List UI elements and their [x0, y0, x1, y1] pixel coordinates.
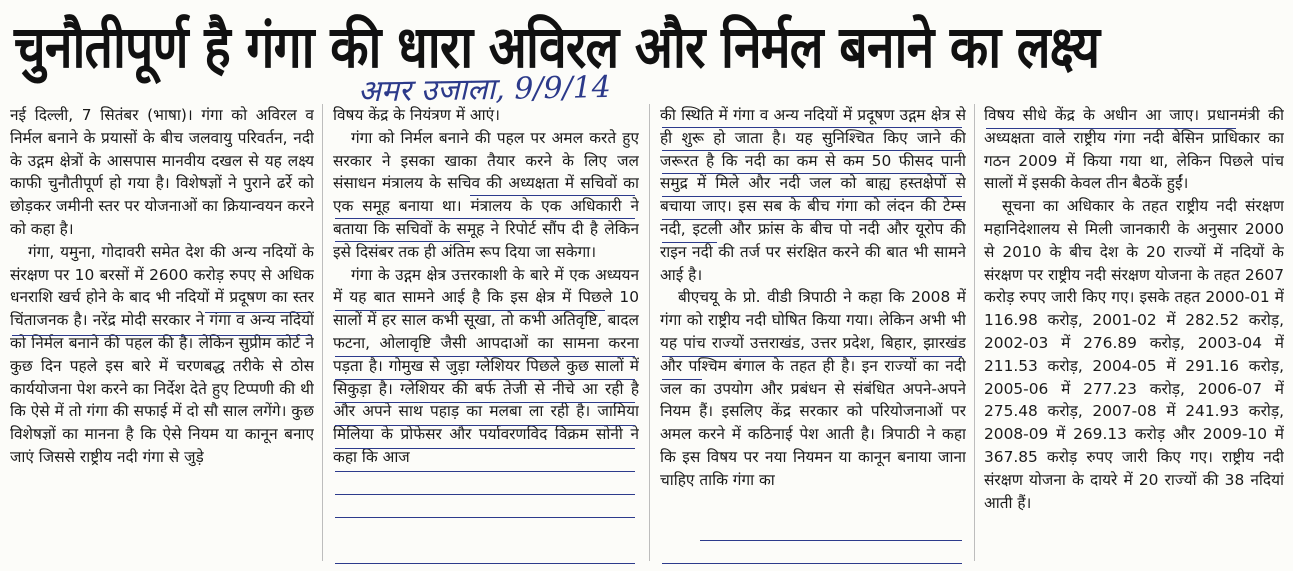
pen-underline [662, 150, 962, 151]
paragraph: गंगा, यमुना, गोदावरी समेत देश की अन्य नदियों के संरक्षण पर 10 बरसों में 2600 करोड़ रुपए से अधिक धनराशि खर्च होने के बाद भी नदियों में प्रदूषण का स्तर चिंताजनक है। नरेंद्र मोदी सरकार ने गंगा व अन्य नदियों को निर्मल बनाने की पहल की है। लेकिन सुप्रीम कोर्ट ने कुछ दिन पहले इस बारे में चरणबद्ध तरीके से ठोस कार्ययोजना पेश करने का निर्देश देते हुए टिप्पणी की थी कि ऐसे में तो गंगा की सफाई में दो सौ साल लगेंगे। कुछ विशेषज्ञों का मानना है कि ऐसे नियम या कानून बनाए जाएं जिससे राष्ट्रीय नदी गंगा से जुड़े [10, 242, 314, 466]
paragraph: विषय केंद्र के नियंत्रण में आएं। [333, 106, 500, 124]
column-divider [649, 104, 650, 561]
headline: चुनौतीपूर्ण है गंगा की धारा अविरल और निर्मल बनाने का लक्ष्य [14, 13, 1100, 81]
pen-underline [335, 310, 605, 311]
handwritten-date-note: अमर उजाला, 9/9/14 [357, 69, 612, 110]
paragraph: बीएचयू के प्रो. वीडी त्रिपाठी ने कहा कि 2008 में गंगा को राष्ट्रीय नदी घोषित किया गया। लेकिन अभी भी यह पांच राज्यों उत्तराखंड, उत्तर प्रदेश, बिहार, झारखंड और पश्चिम बंगाल के तहत ही है। इन राज्यों का नदी जल का उपयोग और प्रबंधन से संबंधित अपने-अपने नियम हैं। इसलिए केंद्र सरकार को परियोजनाओं पर अमल करने में कठिनाई पेश आती है। त्रिपाठी ने कहा कि इस विषय पर नया नियमन या कानून बनाया जाना चाहिए ताकि गंगा का [660, 288, 966, 489]
pen-underline [335, 448, 635, 449]
pen-underline [335, 241, 470, 242]
paragraph: विषय सीधे केंद्र के अधीन आ जाए। प्रधानमंत्री की अध्यक्षता वाले राष्ट्रीय गंगा नदी बेसिन प्राधिकार का गठन 2009 में किया गया था, लेकिन पिछले पांच सालों में इसकी केवल तीन बैठकें हुईं। [984, 106, 1284, 193]
column-divider [974, 104, 975, 561]
pen-underline [335, 494, 635, 495]
paragraph: गंगा को निर्मल बनाने की पहल पर अमल करते हुए सरकार ने इसका खाका तैयार करने के लिए जल संसाधन मंत्रालय के सचिव की अध्यक्षता में सचिवों का एक समूह बनाया था। मंत्रालय के एक अधिकारी ने बताया कि सचिवों के समूह ने रिपोर्ट सौंप दी है लेकिन इसे दिसंबर तक ही अंतिम रूप दिया जा सकेगा। [333, 128, 639, 261]
pen-underline [335, 425, 635, 426]
pen-underline [335, 402, 635, 403]
pen-underline [12, 335, 312, 336]
column-divider [322, 104, 323, 561]
pen-underline [335, 517, 635, 518]
pen-underline [662, 127, 962, 128]
pen-underline [662, 219, 962, 220]
pen-underline [662, 242, 717, 243]
pen-underline [662, 379, 702, 380]
pen-underline [662, 563, 962, 564]
paragraph: गंगा के उद्गम क्षेत्र उत्तरकाशी के बारे में एक अध्ययन में यह बात सामने आई है कि इस क्षेत्र में पिछले 10 सालों में हर साल कभी सूखा, तो कभी अतिवृष्टि, बादल फटना, ओलावृष्टि जैसी आपदाओं का सामना करना पड़ता है। गोमुख से जुड़ा ग्लेशियर पिछले कुछ सालों में सिकुड़ा है। ग्लेशियर की बर्फ तेजी से नीचे आ रही है और अपने साथ पहाड़ का मलबा ला रही है। जामिया मिलिया के प्रोफेसर और पर्यावरणविद विक्रम सोनी ने कहा कि आज [333, 265, 639, 466]
pen-underline [335, 379, 635, 380]
pen-underline [662, 196, 962, 197]
pen-underline [662, 173, 962, 174]
pen-underline [335, 356, 635, 357]
pen-underline [700, 540, 962, 541]
paragraph: नई दिल्ली, 7 सितंबर (भाषा)। गंगा को अविरल व निर्मल बनाने के प्रयासों के बीच जलवायु परिवर्तन, नदी के उद्गम क्षेत्रों के आसपास मानवीय दखल से यह लक्ष्य काफी चुनौतीपूर्ण हो गया है। विशेषज्ञों ने पुराने ढर्रे को छोड़कर जमीनी स्तर पर योजनाओं का क्रियान्वयन करने को कहा है। [10, 106, 314, 238]
article-column-4 [984, 104, 1284, 563]
pen-underline [335, 471, 635, 472]
paragraph: सूचना का अधिकार के तहत राष्ट्रीय नदी संरक्षण महानिदेशालय से मिली जानकारी के अनुसार 2000 से 2010 के बीच देश के 20 राज्यों में नदियों के संरक्षण पर राष्ट्रीय नदी संरक्षण योजना के तहत 2607 करोड़ रुपए जारी किए गए। इसके तहत 2000-01 में 116.98 करोड़, 2001-02 में 282.52 करोड़, 2002-03 में 276.89 करोड़, 2003-04 में 211.53 करोड़, 2004-05 में 291.16 करोड़, 2005-06 में 277.23 करोड़, 2006-07 में 275.48 करोड़, 2007-08 में 241.93 करोड़, 2008-09 में 269.13 करोड़ और 2009-10 में 367.85 करोड़ रुपए जारी किए गए। राष्ट्रीय नदी संरक्षण योजना के दायरे में 20 राज्यों की 38 नदियां आती हैं। [984, 197, 1284, 512]
paragraph: की स्थिति में गंगा व अन्य नदियों में प्रदूषण उद्गम क्षेत्र से ही शुरू हो जाता है। यह सुनिश्चित किए जाने की जरूरत है कि नदी का कम से कम 50 फीसद पानी समुद्र में मिले और नदी जल को बाह्य हस्तक्षेपों से बचाया जाए। इस सब के बीच गंगा को लंदन की टेम्स नदी, इटली और फ्रांस के बीच पो नदी और यूरोप की राइन नदी की तर्ज पर संरक्षित करने की बात भी सामने आई है। [660, 106, 966, 284]
pen-underline [986, 128, 1236, 129]
pen-underline [470, 195, 635, 196]
pen-underline [205, 312, 310, 313]
pen-underline [335, 218, 635, 219]
article-column-1 [10, 104, 314, 563]
pen-underline [335, 563, 635, 564]
pen-underline [662, 356, 962, 357]
